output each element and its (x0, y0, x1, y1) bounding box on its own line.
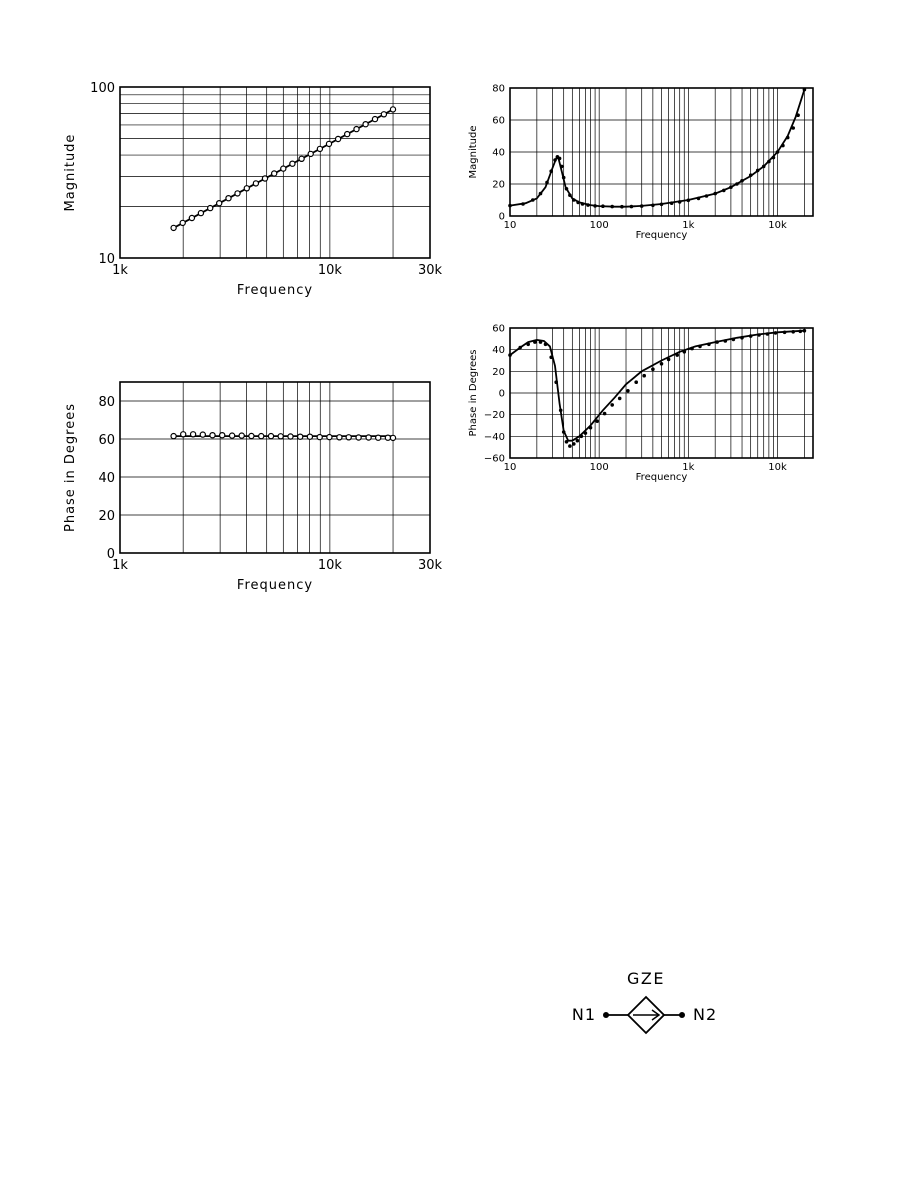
data-point (601, 204, 605, 208)
data-point (690, 347, 694, 351)
data-point (299, 156, 304, 161)
y-tick-label: 0 (106, 547, 115, 562)
x-tick-label: 1k (682, 220, 695, 231)
data-point (796, 113, 800, 117)
x-tick-label: 30k (417, 263, 443, 278)
data-point (776, 150, 780, 154)
data-point (327, 435, 332, 440)
data-point (244, 186, 249, 191)
grid-lines (510, 88, 813, 216)
data-point (191, 432, 196, 437)
data-point (345, 132, 350, 137)
x-tick-label: 10k (317, 263, 342, 278)
data-point (640, 204, 644, 208)
data-point (220, 433, 225, 438)
data-point (767, 160, 771, 164)
data-point (749, 334, 753, 338)
y-tick-label: 10 (98, 252, 115, 267)
data-point (678, 200, 682, 204)
data-point (239, 433, 244, 438)
data-point (735, 182, 739, 186)
data-point (630, 205, 634, 209)
data-point (198, 211, 203, 216)
data-point (576, 439, 580, 443)
symbol-title: GZE (627, 969, 665, 988)
data-point (626, 389, 630, 393)
magnitude-large-chart (60, 75, 443, 300)
data-point (576, 201, 580, 205)
data-point (581, 202, 585, 206)
y-tick-label: 80 (98, 395, 115, 410)
data-point (539, 192, 543, 196)
y-tick-label: −20 (483, 410, 505, 422)
data-point (560, 165, 564, 169)
data-point (697, 197, 701, 201)
data-point (618, 397, 622, 401)
data-point (249, 433, 254, 438)
data-point (565, 187, 569, 191)
data-point (268, 434, 273, 439)
data-point (381, 112, 386, 117)
data-point (549, 169, 553, 173)
data-point (531, 198, 535, 202)
data-point (698, 345, 702, 349)
data-point (642, 374, 646, 378)
data-point (278, 434, 283, 439)
y-tick-label: −40 (483, 431, 505, 443)
data-point (390, 107, 395, 112)
plot-frame (120, 382, 430, 553)
data-point (208, 206, 213, 211)
data-point (660, 362, 664, 366)
data-point (791, 126, 795, 130)
data-point (580, 435, 584, 439)
data-point (707, 343, 711, 347)
x-tick-label: 10k (317, 558, 342, 573)
data-point (518, 346, 522, 350)
data-point (290, 161, 295, 166)
data-point (762, 165, 766, 169)
gze-circuit-symbol (560, 965, 740, 1045)
data-point (376, 435, 381, 440)
data-point (756, 169, 760, 173)
data-point (610, 403, 614, 407)
data-point (354, 127, 359, 132)
x-axis-label: Frequency (236, 283, 314, 298)
data-point (705, 194, 709, 198)
data-point (200, 432, 205, 437)
data-point (786, 136, 790, 140)
data-point (620, 205, 624, 209)
data-point (262, 176, 267, 181)
y-axis-label: Phase in Degrees (468, 349, 479, 437)
data-point (281, 166, 286, 171)
x-tick-label: 100 (589, 220, 609, 231)
x-tick-label: 30k (417, 558, 443, 573)
data-point (740, 336, 744, 340)
fit-curve (510, 90, 804, 207)
x-axis-label: Frequency (635, 230, 688, 241)
x-tick-label: 1k (682, 462, 695, 473)
x-tick-label: 100 (589, 462, 609, 473)
data-point (687, 199, 691, 203)
data-point (210, 433, 215, 438)
data-point (783, 331, 787, 335)
data-point (683, 350, 687, 354)
data-point (363, 122, 368, 127)
y-tick-label: 0 (498, 388, 505, 400)
data-point (593, 204, 597, 208)
data-point (722, 189, 726, 193)
data-point (651, 367, 655, 371)
data-point (181, 432, 186, 437)
data-point (729, 185, 733, 189)
y-tick-label: 40 (98, 471, 115, 486)
x-tick-label: 1k (112, 558, 128, 573)
data-point (667, 358, 671, 362)
data-point (568, 193, 572, 197)
data-point (189, 215, 194, 220)
data-point (508, 204, 512, 208)
y-tick-label: 40 (492, 345, 505, 357)
data-point (562, 176, 566, 180)
data-point (562, 430, 566, 434)
data-point (337, 435, 342, 440)
data-point (651, 204, 655, 208)
data-point (772, 156, 776, 160)
data-point (781, 144, 785, 148)
data-point (558, 157, 562, 161)
data-point (549, 356, 553, 360)
data-point (766, 332, 770, 336)
data-point (307, 434, 312, 439)
y-tick-label: 20 (98, 509, 115, 524)
data-point (317, 435, 322, 440)
node-right-label: N2 (693, 1005, 718, 1024)
data-point (272, 171, 277, 176)
data-point (171, 434, 176, 439)
data-point (554, 380, 558, 384)
data-point (366, 435, 371, 440)
data-point (589, 426, 593, 430)
data-point (533, 340, 537, 344)
x-axis-label: Frequency (236, 578, 314, 593)
phase-small-chart (460, 320, 820, 490)
data-point (308, 151, 313, 156)
data-point (253, 181, 258, 186)
data-point (288, 434, 293, 439)
phase-large-chart (60, 370, 443, 595)
x-axis-label: Frequency (635, 472, 688, 483)
y-tick-label: 60 (98, 433, 115, 448)
data-point (346, 435, 351, 440)
data-point (660, 203, 664, 207)
data-point (774, 331, 778, 335)
magnitude-small-chart (460, 78, 820, 248)
data-point (526, 343, 530, 347)
y-tick-label: 60 (492, 115, 505, 127)
x-tick-label: 10 (503, 462, 517, 473)
data-point (259, 434, 264, 439)
data-point (791, 330, 795, 334)
data-point (372, 117, 377, 122)
y-tick-label: 0 (498, 211, 505, 223)
data-point (799, 330, 803, 334)
data-point (544, 343, 548, 347)
data-point (539, 340, 543, 344)
data-point (603, 412, 607, 416)
data-point (572, 198, 576, 202)
y-tick-label: 80 (492, 83, 505, 95)
data-point (572, 442, 576, 446)
data-point (508, 353, 512, 357)
data-point (732, 338, 736, 342)
data-point (217, 201, 222, 206)
data-point (521, 202, 525, 206)
node-right-terminal (679, 1012, 685, 1018)
data-point (336, 136, 341, 141)
grid-lines (510, 328, 813, 458)
fit-curve (510, 331, 804, 441)
y-axis-label: Magnitude (468, 125, 479, 179)
data-point (385, 435, 390, 440)
y-tick-label: 20 (492, 366, 505, 378)
data-point (740, 179, 744, 183)
data-point (803, 88, 807, 92)
node-left-label: N1 (571, 1005, 596, 1024)
data-point (803, 329, 807, 333)
data-point (713, 192, 717, 196)
data-point (568, 444, 572, 448)
grid-lines (120, 382, 430, 553)
y-axis-label: Phase in Degrees (63, 402, 78, 533)
x-tick-label: 10k (768, 462, 787, 473)
y-tick-label: 20 (492, 179, 505, 191)
data-point (565, 440, 569, 444)
data-point (356, 435, 361, 440)
data-point (724, 339, 728, 343)
data-point (235, 191, 240, 196)
data-point (317, 146, 322, 151)
data-point (670, 201, 674, 205)
data-point (749, 173, 753, 177)
data-point (298, 434, 303, 439)
data-point (675, 353, 679, 357)
y-tick-label: 40 (492, 147, 505, 159)
data-point (326, 141, 331, 146)
y-axis-label: Magnitude (63, 133, 78, 212)
data-point (634, 380, 638, 384)
data-point (584, 431, 588, 435)
data-point (595, 419, 599, 423)
data-point (180, 220, 185, 225)
y-tick-label: −60 (483, 453, 505, 465)
data-point (171, 225, 176, 230)
data-point (545, 181, 549, 185)
x-tick-label: 1k (112, 263, 128, 278)
data-point (757, 333, 761, 337)
y-tick-label: 100 (90, 81, 115, 96)
x-tick-label: 10k (768, 220, 787, 231)
data-point (610, 205, 614, 209)
data-point (715, 340, 719, 344)
x-tick-label: 10 (503, 220, 517, 231)
data-point (586, 203, 590, 207)
data-point (390, 435, 395, 440)
data-point (553, 158, 557, 162)
data-point (559, 409, 563, 413)
y-tick-label: 60 (492, 323, 505, 335)
data-point (226, 196, 231, 201)
data-point (230, 433, 235, 438)
